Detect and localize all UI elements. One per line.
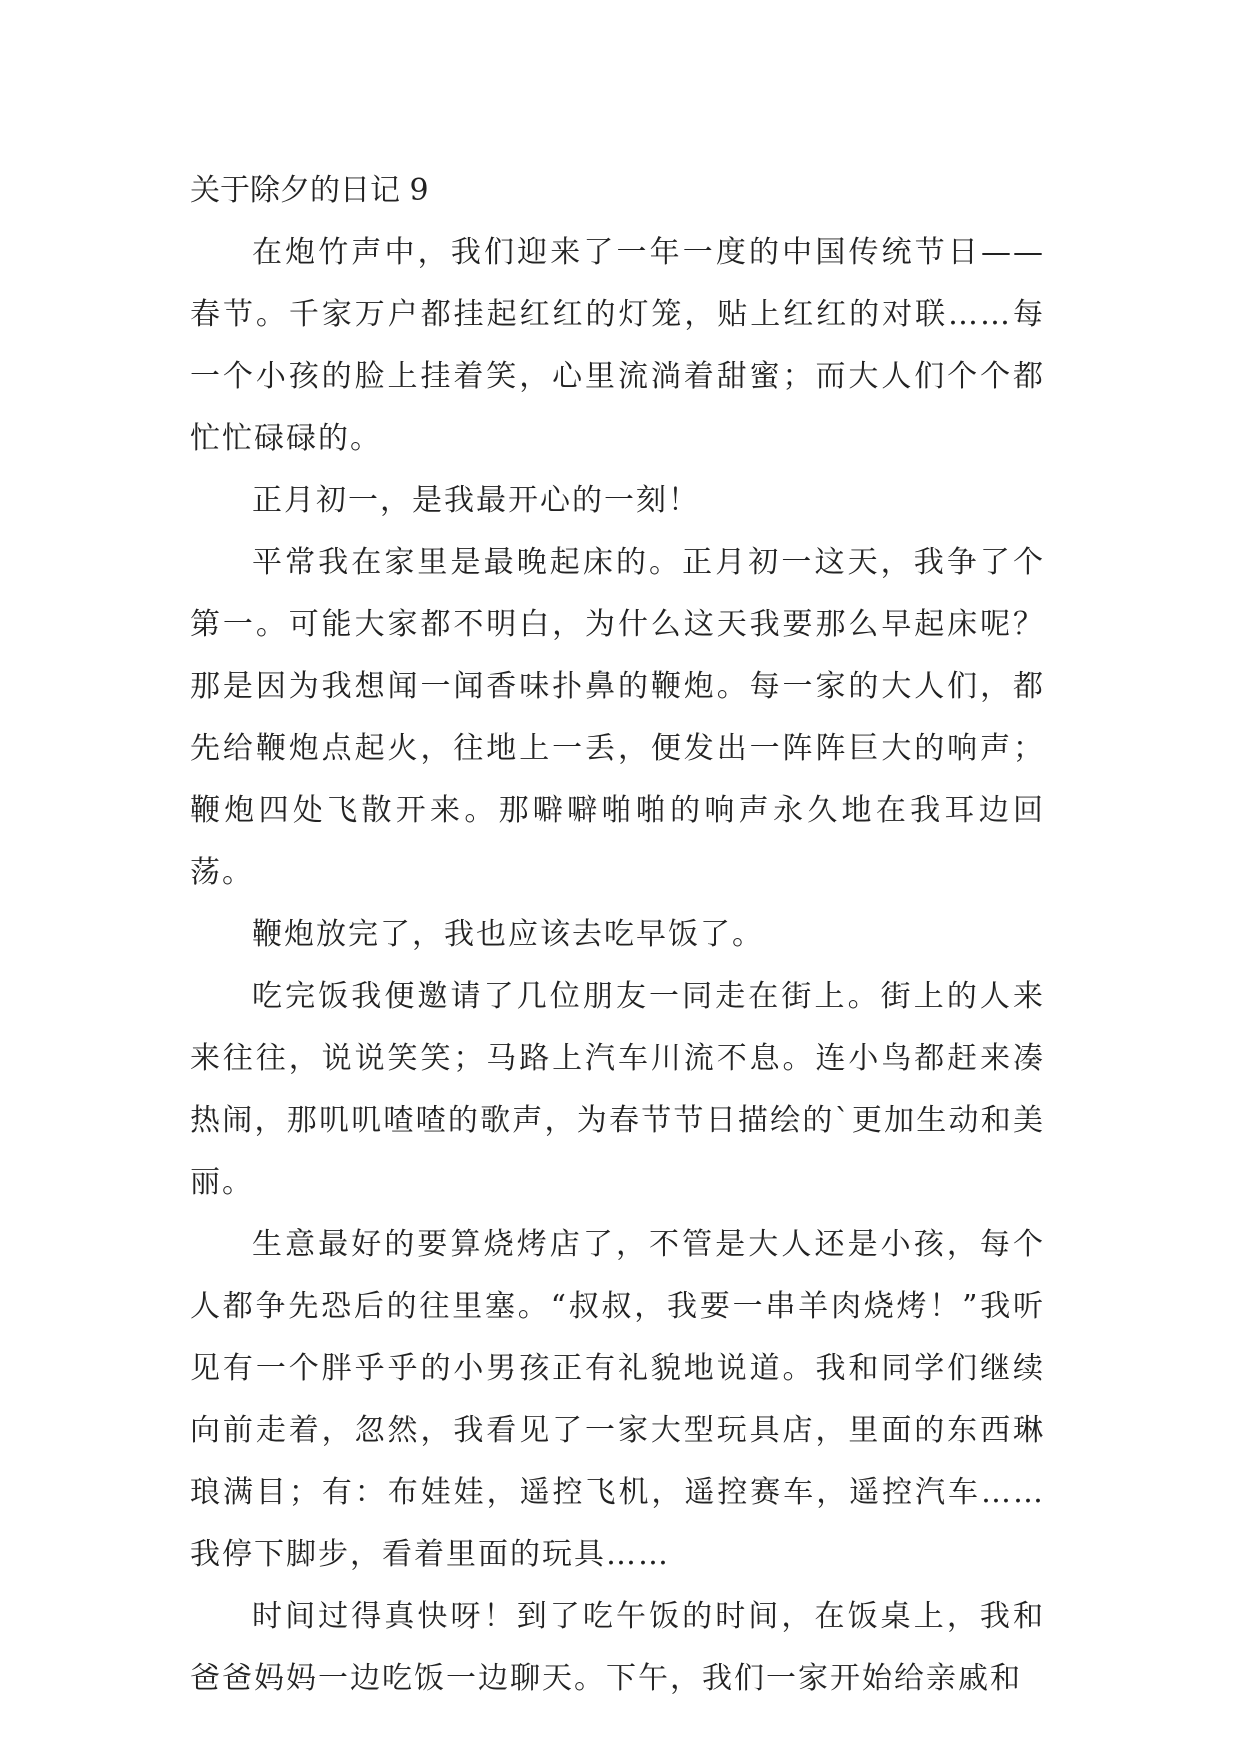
paragraph: 在炮竹声中，我们迎来了一年一度的中国传统节日——春节。千家万户都挂起红红的灯笼，贴上红红的对联……每一个小孩的脸上挂着笑，心里流淌着甜蜜；而大人们个个都忙忙碌碌的。 xyxy=(190,235,1045,456)
paragraph: 吃完饭我便邀请了几位朋友一同走在街上。街上的人来来往往，说说笑笑；马路上汽车川流不息。连小鸟都赶来凑热闹，那叽叽喳喳的歌声，为春节节日描绘的`更加生动和美丽。 xyxy=(190,979,1045,1200)
paragraph: 鞭炮放完了，我也应该去吃早饭了。 xyxy=(252,917,764,952)
paragraph: 时间过得真快呀！到了吃午饭的时间，在饭桌上，我和爸爸妈妈一边吃饭一边聊天。下午，我们一家开始给亲戚和 xyxy=(190,1599,1045,1696)
document-title: 关于除夕的日记 9 xyxy=(190,173,429,208)
document-body xyxy=(190,160,1045,1710)
paragraph: 平常我在家里是最晚起床的。正月初一这天，我争了个第一。可能大家都不明白，为什么这天我要那么早起床呢？那是因为我想闻一闻香味扑鼻的鞭炮。每一家的大人们，都先给鞭炮点起火，往地上一丢，便发出一阵阵巨大的响声；鞭炮四处飞散开来。那噼噼啪啪的响声永久地在我耳边回荡。 xyxy=(190,545,1045,890)
paragraph: 正月初一，是我最开心的一刻！ xyxy=(252,483,700,518)
paragraph: 生意最好的要算烧烤店了，不管是大人还是小孩，每个人都争先恐后的往里塞。“叔叔，我要一串羊肉烧烤！”我听见有一个胖乎乎的小男孩正有礼貌地说道。我和同学们继续向前走着，忽然，我看见了一家大型玩具店，里面的东西琳琅满目；有：布娃娃，遥控飞机，遥控赛车，遥控汽车……我停下脚步，看着里面的玩具…… xyxy=(190,1227,1045,1572)
